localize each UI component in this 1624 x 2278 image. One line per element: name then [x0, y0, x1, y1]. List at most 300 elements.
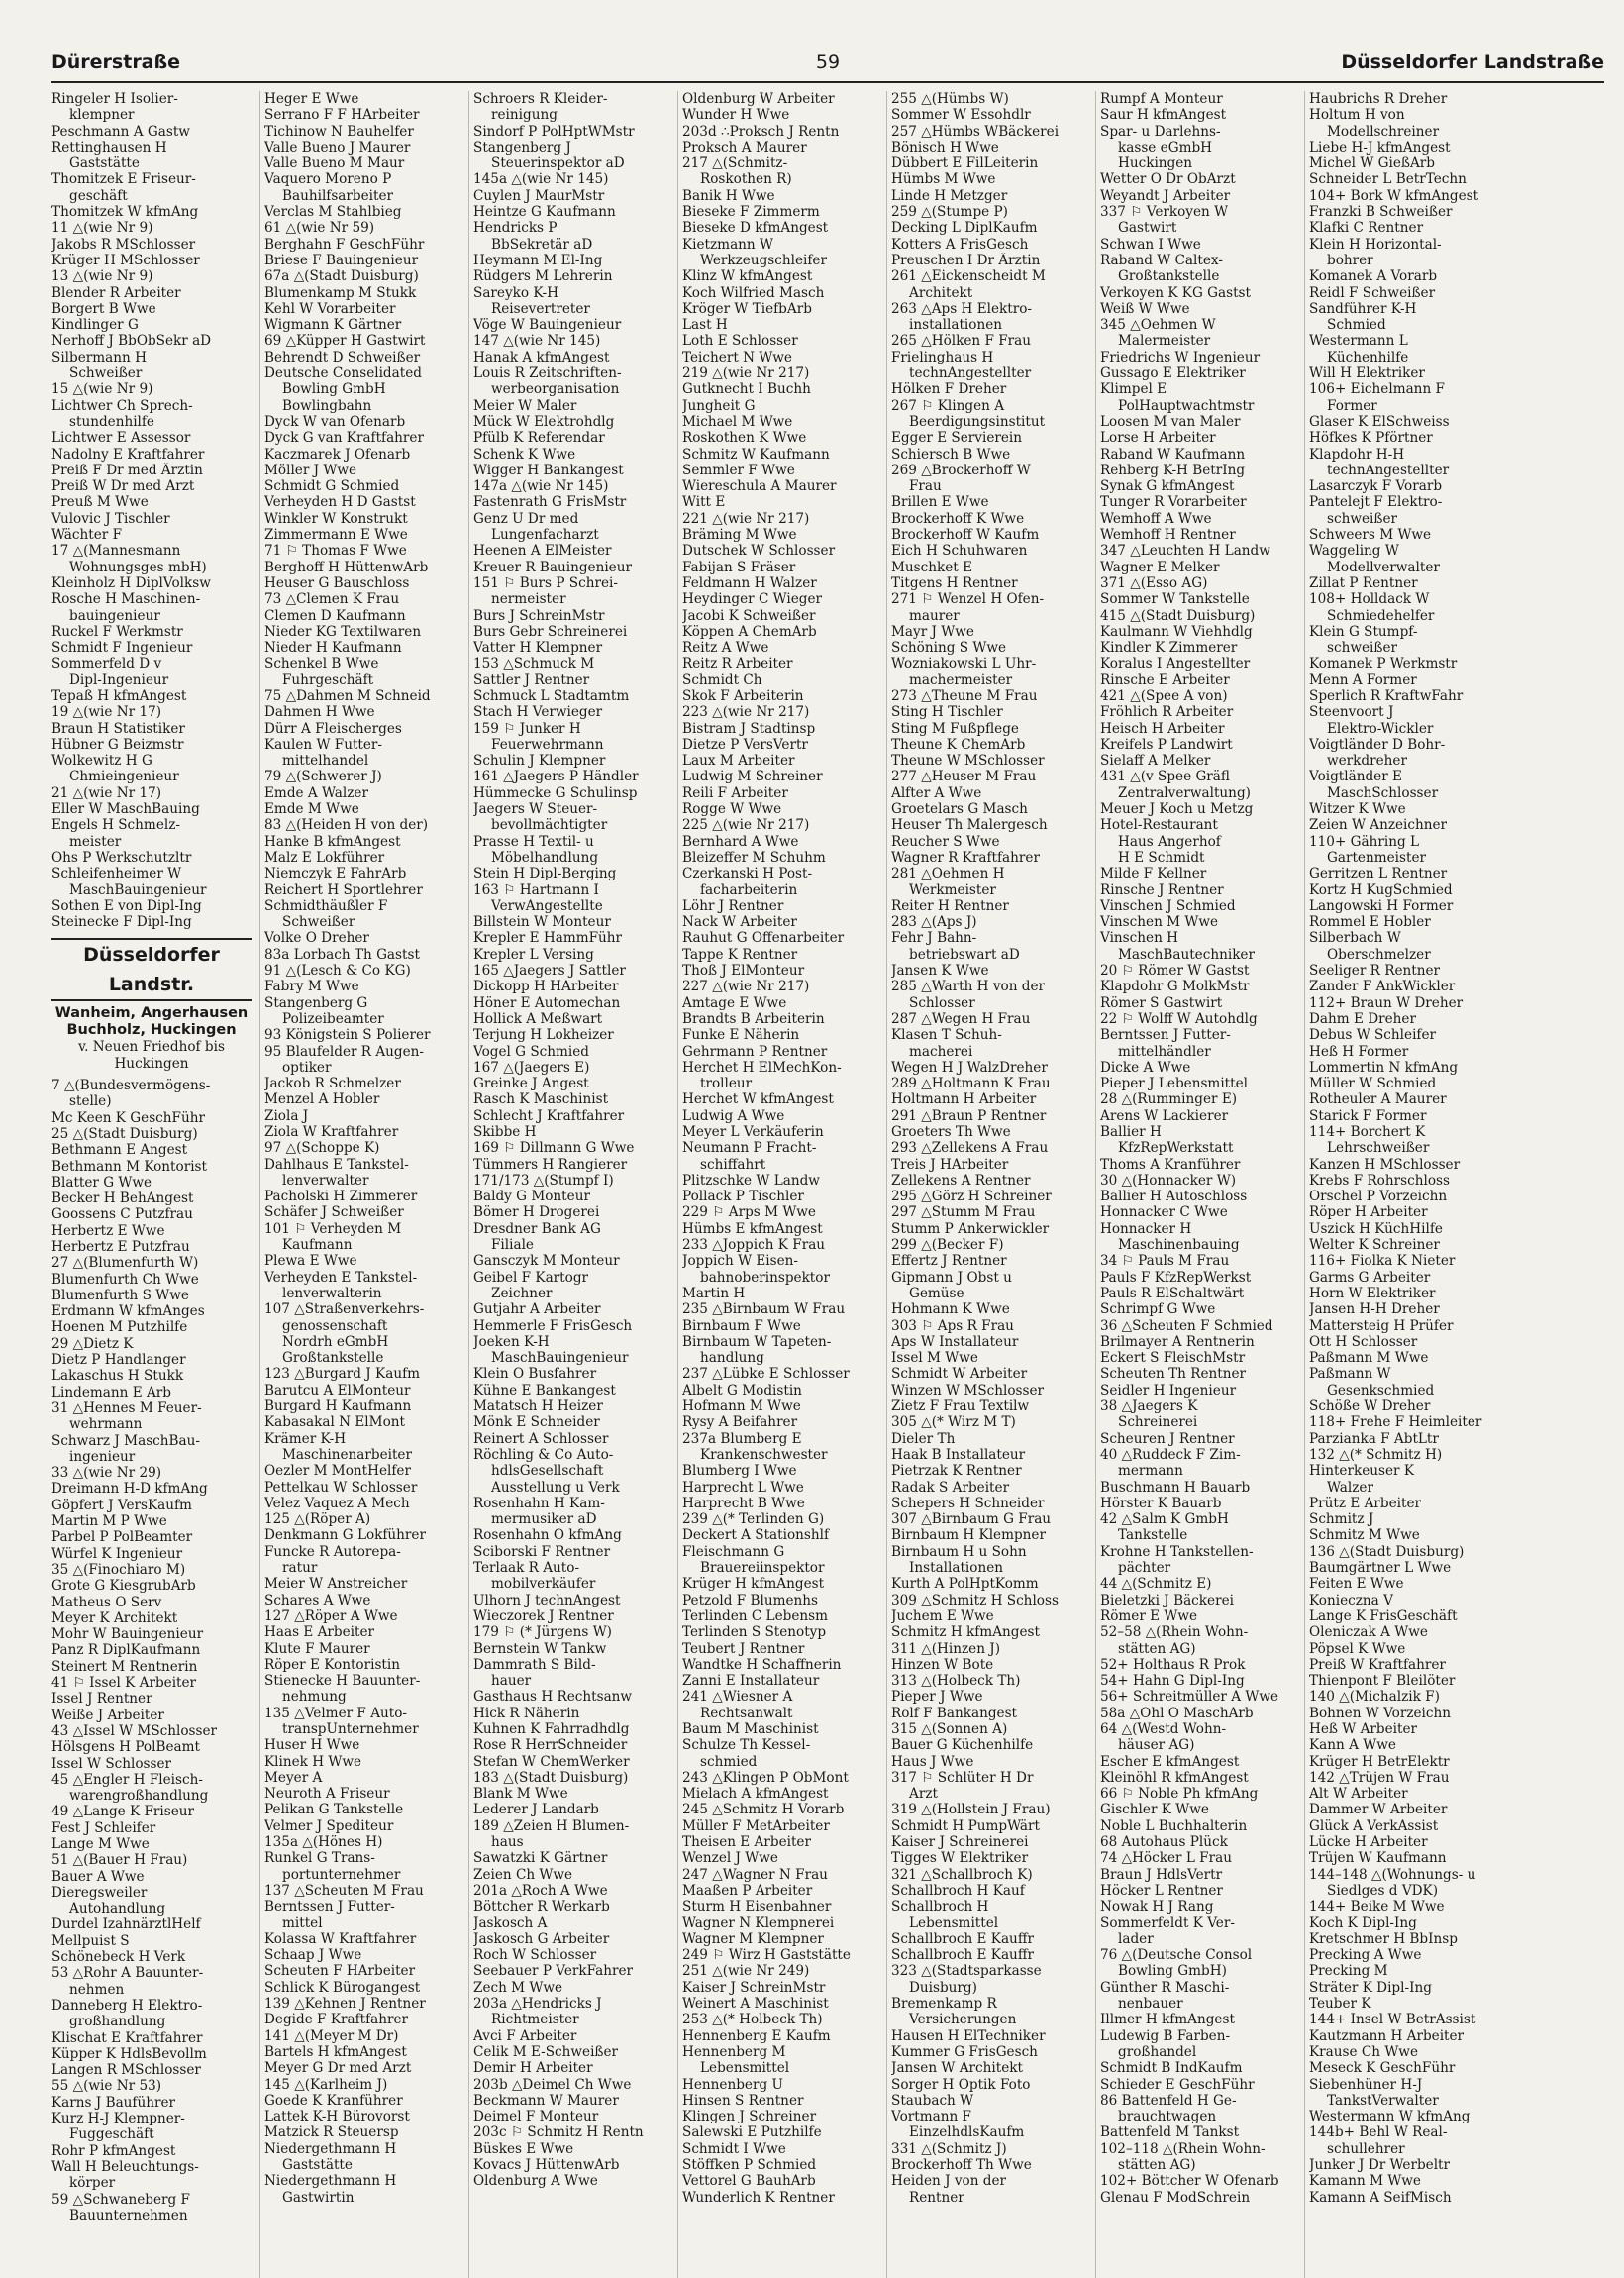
directory-entry: 74 △Höcker L Frau — [1100, 1850, 1232, 1867]
entry-continuation: kasse eGmbH — [1118, 139, 1213, 155]
directory-entry: Dahmen H Wwe — [264, 704, 375, 721]
directory-entry: Stein H Dipl-Berging — [473, 866, 617, 882]
directory-entry: 52+ Holthaus R Prok — [1100, 1656, 1246, 1673]
section-note: Huckingen — [114, 1055, 189, 1072]
directory-entry: 203c ⚐ Schmitz H Rentn — [473, 2124, 644, 2141]
entry-continuation: Zeichner — [491, 1285, 553, 1301]
entry-continuation: MaschBautechniker — [1118, 946, 1255, 963]
directory-entry: Schmitz M Wwe — [1309, 1527, 1420, 1544]
directory-entry: Stangenberg J — [473, 139, 571, 155]
directory-entry: Heuser G Bauschloss — [264, 574, 410, 591]
entry-continuation: schiffahrt — [700, 1156, 766, 1173]
entry-continuation: stelle) — [69, 1093, 112, 1110]
entry-continuation: werkdreher — [1327, 753, 1407, 770]
directory-entry: Haubrichs R Dreher — [1309, 91, 1448, 107]
directory-entry: 51 △(Bauer H Frau) — [51, 1852, 188, 1869]
directory-entry: Schönebeck H Verk — [51, 1949, 186, 1966]
directory-entry: Pfülb K Referendar — [473, 430, 605, 447]
directory-entry: Matheus O Serv — [51, 1594, 162, 1610]
directory-entry: Witt E — [682, 494, 726, 511]
directory-entry: Scheuten F HArbeiter — [264, 1963, 416, 1980]
directory-entry: Nowak H J Rang — [1100, 1899, 1214, 1916]
directory-entry: Hinzen W Bote — [891, 1656, 994, 1673]
directory-entry: Weiß W Wwe — [1100, 300, 1190, 317]
directory-entry: 267 ⚐ Klingen A — [891, 397, 1005, 414]
entry-continuation: Reisevertreter — [491, 300, 590, 317]
directory-entry: Dreimann H-D kfmAng — [51, 1481, 208, 1498]
directory-entry: Jakobs R MSchlosser — [51, 236, 196, 253]
directory-entry: Bernhard A Wwe — [682, 833, 799, 850]
directory-entry: Fehr J Bahn- — [891, 930, 977, 947]
entry-continuation: Gemüse — [909, 1285, 964, 1301]
directory-entry: Jaskosch A — [473, 1915, 548, 1931]
directory-entry: Sting H Tischler — [891, 704, 1003, 721]
entry-continuation: stätten AG) — [1118, 1640, 1196, 1657]
directory-entry: Winzen W MSchlosser — [891, 1382, 1045, 1398]
entry-continuation: pächter — [1118, 1560, 1171, 1577]
directory-entry: Wächter F — [51, 527, 123, 544]
directory-entry: Welter K Schreiner — [1309, 1237, 1440, 1254]
directory-entry: Erdmann W kfmAnges — [51, 1303, 205, 1320]
directory-entry: Terjung H Lokheizer — [473, 1027, 614, 1044]
directory-entry: 35 △(Finochiaro M) — [51, 1561, 186, 1578]
directory-entry: Birnbaum F Wwe — [682, 1317, 801, 1334]
directory-entry: Denkmann G Lokführer — [264, 1527, 426, 1544]
directory-entry: Heydinger C Wieger — [682, 591, 823, 608]
directory-entry: Teichert N Wwe — [682, 349, 792, 365]
directory-entry: Behrendt D Schweißer — [264, 349, 421, 365]
directory-entry: Parbel P PolBeamter — [51, 1529, 193, 1546]
directory-entry: Lakaschus H Stukk — [51, 1368, 184, 1385]
directory-entry: 233 △Joppich K Frau — [682, 1237, 826, 1254]
directory-entry: Brilmayer A Rentnerin — [1100, 1333, 1255, 1350]
directory-entry: Greinke J Angest — [473, 1076, 589, 1092]
entry-continuation: Brauereiinspektor — [700, 1560, 825, 1577]
directory-entry: Kaiser J SchreinMstr — [682, 1979, 826, 1996]
directory-entry: 43 △Issel W MSchlosser — [51, 1722, 218, 1739]
directory-entry: Schallbroch E Kauffr — [891, 1930, 1034, 1947]
directory-entry: 20 ⚐ Römer W Gastst — [1100, 963, 1250, 980]
directory-entry: Parzianka F AbtLtr — [1309, 1430, 1439, 1447]
directory-entry: Hausen H ElTechniker — [891, 2027, 1046, 2044]
directory-entry: Koralus I Angestellter — [1100, 656, 1251, 673]
directory-entry: Kautzmann H Arbeiter — [1309, 2027, 1465, 2044]
directory-entry: Hölsgens H PolBeamt — [51, 1739, 200, 1756]
section-district: Buchholz, Huckingen — [66, 1022, 237, 1039]
directory-entry: 323 △(Stadtsparkasse — [891, 1963, 1042, 1980]
directory-entry: Bauer G Küchenhilfe — [891, 1737, 1034, 1754]
directory-entry: Skok F Arbeiterin — [682, 687, 804, 704]
directory-entry: Burs J SchreinMstr — [473, 607, 605, 624]
directory-entry: Zeien W Anzeichner — [1309, 817, 1448, 834]
directory-entry: Lichtwer Ch Sprech- — [51, 397, 193, 414]
directory-entry: 107 △Straßenverkehrs- — [264, 1301, 425, 1318]
directory-entry: Dyck W van Ofenarb — [264, 413, 406, 430]
directory-entry: Bethmann M Kontorist — [51, 1158, 207, 1175]
directory-entry: Wagner E Melker — [1100, 559, 1220, 575]
entry-continuation: wehrmann — [69, 1416, 143, 1433]
directory-entry: Teuber K — [1309, 1996, 1371, 2013]
directory-entry: Eller W MaschBauing — [51, 801, 200, 818]
directory-entry: 237 △Lübke E Schlosser — [682, 1366, 850, 1383]
entry-continuation: Schmiedehelfer — [1327, 607, 1435, 624]
directory-entry: Feiten E Wwe — [1309, 1576, 1404, 1593]
directory-entry: 223 △(wie Nr 217) — [682, 704, 810, 721]
directory-entry: 59 △Schwaneberg F — [51, 2191, 190, 2208]
directory-entry: Albelt G Modistin — [682, 1382, 802, 1398]
directory-entry: Haak B Installateur — [891, 1446, 1026, 1463]
directory-entry: Langowski H Former — [1309, 897, 1454, 914]
directory-entry: Loosen M van Maler — [1100, 413, 1241, 430]
directory-entry: Preiß F Dr med Ärztin — [51, 462, 203, 478]
directory-entry: Ludewig B Farben- — [1100, 2027, 1231, 2044]
directory-entry: 289 △Holtmann K Frau — [891, 1076, 1051, 1092]
directory-entry: Schmidt H PumpWärt — [891, 1817, 1040, 1834]
directory-entry: Friedrichs W Ingenieur — [1100, 349, 1261, 365]
directory-entry: Zander F AnkWickler — [1309, 979, 1456, 995]
directory-entry: Wieczorek J Rentner — [473, 1607, 614, 1624]
directory-entry: 263 △Aps H Elektro- — [891, 300, 1033, 317]
directory-entry: Beckmann W Maurer — [473, 2092, 619, 2109]
directory-entry: Schweers M Wwe — [1309, 527, 1432, 544]
directory-entry: Kindler K Zimmerer — [1100, 640, 1238, 657]
directory-entry: 95 Blaufelder R Augen- — [264, 1043, 425, 1060]
directory-entry: 135a △(Hönes H) — [264, 1834, 383, 1851]
directory-entry: 167 △(Jaegers E) — [473, 1059, 590, 1076]
directory-entry: Wunderlich K Rentner — [682, 2189, 835, 2206]
directory-entry: Sothen E von Dipl-Ing — [51, 897, 202, 914]
directory-entry: Bistram J Stadtinsp — [682, 720, 816, 737]
directory-entry: Schenkel B Wwe — [264, 656, 379, 673]
directory-entry: Gutknecht I Buchh — [682, 381, 811, 398]
directory-entry: Danneberg H Elektro- — [51, 1997, 203, 2014]
directory-entry: Berghahn F GeschFühr — [264, 236, 425, 253]
directory-entry: Kurz H-J Klempner- — [51, 2111, 185, 2127]
directory-entry: Zimmermann E Wwe — [264, 527, 408, 544]
directory-entry: Silberbach W — [1309, 930, 1401, 947]
directory-entry: Theune W MSchlosser — [891, 753, 1045, 770]
directory-entry: Dietze P VersVertr — [682, 736, 808, 753]
entry-continuation: EinzelhdlsKaufm — [909, 2124, 1025, 2141]
directory-entry: 145a △(wie Nr 145) — [473, 171, 609, 188]
directory-entry: Brillen E Wwe — [891, 494, 989, 511]
directory-entry: Funke E Näherin — [682, 1027, 800, 1044]
entry-continuation: Bowlingbahn — [282, 397, 372, 414]
directory-entry: Dübbert E FilLeiterin — [891, 155, 1039, 172]
directory-entry: Kamann M Wwe — [1309, 2173, 1421, 2190]
entry-continuation: Schweißer — [282, 914, 355, 931]
directory-columns — [51, 91, 1608, 2278]
directory-entry: Issel M Wwe — [891, 1350, 978, 1367]
entry-continuation: bahnoberinspektor — [700, 1269, 830, 1286]
directory-entry: Winkler W Konstrukt — [264, 510, 408, 527]
directory-entry: Loth E Schlosser — [682, 333, 798, 350]
directory-entry: Konieczna V — [1309, 1592, 1393, 1608]
directory-entry: Rumpf A Monteur — [1100, 91, 1223, 107]
directory-entry: Ulhorn J technAngest — [473, 1592, 621, 1608]
directory-entry: Wetter O Dr ObArzt — [1100, 171, 1236, 188]
directory-entry: Kaulen W Futter- — [264, 736, 383, 753]
directory-entry: Pauls R ElSchaltwärt — [1100, 1285, 1245, 1301]
directory-entry: Fest J Schleifer — [51, 1819, 156, 1836]
directory-entry: Hemmerle F FrisGesch — [473, 1317, 633, 1334]
entry-continuation: Lebensmittel — [700, 2060, 790, 2077]
entry-continuation: meister — [69, 833, 122, 850]
entry-continuation: mittelhandel — [282, 753, 369, 770]
entry-continuation: brauchtwagen — [1118, 2109, 1217, 2125]
directory-entry: Pieper J Lebensmittel — [1100, 1076, 1248, 1092]
directory-entry: Klute F Maurer — [264, 1640, 370, 1657]
entry-continuation: Polizeibeamter — [282, 1010, 384, 1027]
directory-entry: Schmidt I Wwe — [682, 2140, 786, 2157]
directory-entry: Michael M Wwe — [682, 413, 793, 430]
directory-entry: 203b △Deimel Ch Wwe — [473, 2076, 632, 2093]
directory-entry: Gipmann J Obst u — [891, 1269, 1012, 1286]
entry-continuation: genossenschaft — [282, 1317, 388, 1334]
directory-entry: Thoß J ElMonteur — [682, 963, 805, 980]
entry-continuation: bohrer — [1327, 252, 1373, 268]
directory-entry: Sommerfeld D v — [51, 656, 162, 673]
directory-entry: Brandts B Arbeiterin — [682, 1010, 825, 1027]
directory-entry: Gehrmann P Rentner — [682, 1043, 828, 1060]
directory-entry: Jansen K Wwe — [891, 963, 989, 980]
directory-entry: Blumberg I Wwe — [682, 1463, 797, 1480]
directory-entry: Köppen A ChemArb — [682, 623, 817, 640]
directory-entry: Vatter H Klempner — [473, 640, 603, 657]
entry-continuation: großhandlung — [69, 2014, 166, 2030]
directory-entry: Seidler H Ingenieur — [1100, 1382, 1237, 1398]
directory-entry: Rosenhahn O kfmAng — [473, 1527, 622, 1544]
directory-entry: Brockerhoff W Kaufm — [891, 527, 1040, 544]
directory-entry: Schmuck L Stadtamtm — [473, 687, 630, 704]
directory-entry: Jaegers W Steuer- — [473, 801, 598, 818]
directory-entry: Mück W Elektrohdlg — [473, 413, 615, 430]
entry-continuation: bauingenieur — [69, 607, 160, 624]
directory-entry: 127 △Röper A Wwe — [264, 1607, 398, 1624]
directory-entry: Lichtwer E Assessor — [51, 430, 191, 447]
directory-entry: 217 △(Schmitz- — [682, 155, 788, 172]
directory-entry: 321 △Schallbroch K) — [891, 1866, 1033, 1883]
directory-entry: Schmidt Ch — [682, 672, 762, 688]
directory-entry: 112+ Braun W Dreher — [1309, 994, 1464, 1011]
directory-entry: Dickopp H HArbeiter — [473, 979, 619, 995]
directory-entry: Kummer G FrisGesch — [891, 2043, 1038, 2060]
directory-entry: 189 △Zeien H Blumen- — [473, 1817, 630, 1834]
directory-entry: 25 △(Stadt Duisburg) — [51, 1125, 198, 1142]
directory-entry: Lücke H Arbeiter — [1309, 1834, 1428, 1851]
directory-entry: Sperlich R KraftwFahr — [1309, 687, 1464, 704]
directory-entry: Gasthaus H Rechtsanw — [473, 1689, 633, 1706]
directory-entry: Reucher S Wwe — [891, 833, 1000, 850]
directory-entry: Kleinholz H DiplVolksw — [51, 574, 211, 591]
directory-entry: Schaap J Wwe — [264, 1947, 362, 1964]
directory-entry: Junker J Dr Werbeltr — [1309, 2157, 1451, 2173]
entry-continuation: nehmen — [69, 1981, 125, 1998]
directory-entry: Dahm E Dreher — [1309, 1010, 1416, 1027]
directory-entry: Matatsch H Heizer — [473, 1398, 603, 1415]
directory-entry: Jansen H-H Dreher — [1309, 1301, 1440, 1318]
entry-continuation: Lungenfacharzt — [491, 527, 599, 544]
directory-entry: Thomitzek E Friseur- — [51, 171, 196, 188]
directory-entry: Kretschmer H BbInsp — [1309, 1930, 1458, 1947]
directory-entry: Heisch H Arbeiter — [1100, 720, 1225, 737]
directory-entry: Wemhoff A Wwe — [1100, 510, 1212, 527]
directory-entry: 139 △Kehnen J Rentner — [264, 1996, 426, 2013]
directory-entry: Klasen T Schuh- — [891, 1027, 1002, 1044]
directory-entry: 40 △Ruddeck F Zim- — [1100, 1446, 1241, 1463]
entry-continuation: hauer — [491, 1673, 532, 1690]
directory-entry: Hanke B kfmAngest — [264, 833, 401, 850]
directory-entry: Lange K FrisGeschäft — [1309, 1607, 1458, 1624]
directory-entry: Niemczyk E FahrArb — [264, 866, 407, 882]
directory-entry: Amtage E Wwe — [682, 994, 787, 1011]
directory-entry: Starick F Former — [1309, 1107, 1427, 1124]
directory-entry: Tigges W Elektriker — [891, 1850, 1029, 1867]
directory-entry: 331 △(Schmitz J) — [891, 2140, 1007, 2157]
directory-entry: 295 △Görz H Schreiner — [891, 1189, 1052, 1205]
directory-entry: 183 △(Stadt Duisburg) — [473, 1769, 629, 1786]
directory-entry: Dutschek W Schlosser — [682, 543, 836, 560]
directory-entry: 91 △(Lesch & Co KG) — [264, 963, 411, 980]
directory-entry: 69 △Küpper H Gastwirt — [264, 333, 426, 350]
directory-entry: Jansen W Architekt — [891, 2060, 1023, 2077]
directory-entry: Emde M Wwe — [264, 801, 359, 818]
directory-entry: Schroers R Kleider- — [473, 91, 608, 107]
directory-entry: 83a Lorbach Th Gastst — [264, 946, 420, 963]
directory-entry: Menn A Former — [1309, 672, 1417, 688]
directory-entry: Tümmers H Rangierer — [473, 1156, 628, 1173]
directory-entry: Birnbaum W Tapeten- — [682, 1333, 832, 1350]
directory-entry: Vulovic J Tischler — [51, 510, 170, 527]
directory-entry: 144+ Insel W BetrAssist — [1309, 2012, 1476, 2028]
page-number: 59 — [815, 52, 841, 73]
directory-entry: Petzold F Blumenhs — [682, 1592, 819, 1608]
directory-entry: Zellekens A Rentner — [891, 1172, 1031, 1189]
directory-entry: Reichert H Sportlehrer — [264, 881, 423, 898]
directory-entry: Rehberg K-H BetrIng — [1100, 462, 1246, 478]
directory-entry: Schrimpf G Wwe — [1100, 1301, 1216, 1318]
directory-entry: Preuschen I Dr Ärztin — [891, 252, 1041, 268]
entry-continuation: handlung — [700, 1350, 764, 1367]
entry-continuation: Schlosser — [909, 994, 975, 1011]
directory-entry: Kortz H KugSchmied — [1309, 881, 1453, 898]
directory-entry: Brockerhoff K Wwe — [891, 510, 1025, 527]
entry-continuation: Gesenkschmied — [1327, 1382, 1435, 1398]
entry-continuation: maurer — [909, 607, 960, 624]
directory-entry: Verkoyen K KG Gastst — [1100, 284, 1251, 301]
directory-entry: Mattersteig H Prüfer — [1309, 1317, 1454, 1334]
directory-entry: Meyer K Architekt — [51, 1609, 178, 1626]
directory-entry: Neuroth A Friseur — [264, 1786, 390, 1803]
directory-entry: Wall H Beleuchtungs- — [51, 2158, 199, 2175]
entry-continuation: Krankenschwester — [700, 1446, 828, 1463]
directory-entry: 36 △Scheuten F Schmied — [1100, 1317, 1273, 1334]
directory-entry: 34 ⚐ Pauls M Frau — [1100, 1253, 1230, 1270]
directory-entry: Meyer G Dr med Arzt — [264, 2060, 412, 2077]
entry-continuation: klempner — [69, 107, 135, 124]
directory-entry: Stangenberg G — [264, 994, 368, 1011]
directory-column — [51, 91, 252, 2278]
directory-entry: 277 △Heuser M Frau — [891, 769, 1037, 785]
directory-entry: Weiße J Arbeiter — [51, 1707, 164, 1723]
directory-entry: 7 △(Bundesvermögens- — [51, 1078, 211, 1094]
entry-continuation: Gastwirt — [1118, 220, 1177, 237]
directory-entry: 431 △(v Spee Gräfl — [1100, 769, 1230, 785]
directory-entry: 253 △(* Holbeck Th) — [682, 2012, 823, 2028]
directory-entry: Uszick H KüchHilfe — [1309, 1220, 1443, 1237]
directory-entry: 169 ⚐ Dillmann G Wwe — [473, 1140, 635, 1157]
directory-entry: Schallbroch H Kauf — [891, 1882, 1025, 1899]
directory-entry: Hick R Näherin — [473, 1705, 580, 1721]
directory-entry: Stöffken P Schmied — [682, 2157, 817, 2173]
directory-entry: Paßmann M Wwe — [1309, 1350, 1429, 1367]
directory-entry: Sting M Fußpflege — [891, 720, 1019, 737]
directory-entry: 303 ⚐ Aps R Frau — [891, 1317, 1014, 1334]
directory-entry: Rosenhahn H Kam- — [473, 1495, 605, 1511]
directory-entry: Meseck K GeschFühr — [1309, 2060, 1456, 2077]
directory-entry: Franzki B Schweißer — [1309, 204, 1453, 221]
directory-entry: Frielinghaus H — [891, 349, 994, 365]
directory-entry: 371 △(Esso AG) — [1100, 574, 1208, 591]
entry-continuation: häuser AG) — [1118, 1737, 1195, 1754]
directory-entry: Menzel A Hobler — [264, 1091, 380, 1108]
directory-entry: Göpfert J VersKaufm — [51, 1497, 192, 1513]
directory-entry: Bönisch H Wwe — [891, 139, 999, 155]
directory-entry: Zanni E Installateur — [682, 1673, 820, 1690]
entry-continuation: Zentralverwaltung) — [1118, 784, 1251, 801]
entry-continuation: Former — [1327, 397, 1377, 414]
directory-entry: 136 △(Stadt Duisburg) — [1309, 1543, 1465, 1560]
directory-entry: 239 △(* Terlinden G) — [682, 1511, 825, 1528]
directory-entry: Rosche H Maschinen- — [51, 591, 201, 608]
directory-entry: 141 △(Meyer M Dr) — [264, 2027, 399, 2044]
directory-entry: 293 △Zellekens A Frau — [891, 1140, 1049, 1157]
directory-entry: Voigtländer D Bohr- — [1309, 736, 1446, 753]
directory-entry: Joppich W Eisen- — [682, 1253, 799, 1270]
directory-entry: Dammer W Arbeiter — [1309, 1802, 1448, 1818]
directory-entry: Velmer J Spediteur — [264, 1817, 394, 1834]
directory-entry: 30 △(Honnacker W) — [1100, 1172, 1237, 1189]
directory-entry: Braun H Statistiker — [51, 720, 185, 737]
directory-entry: Müller W Schmied — [1309, 1076, 1437, 1092]
directory-entry: Steenvoort J — [1309, 704, 1394, 721]
directory-entry: Geibel F Kartogr — [473, 1269, 589, 1286]
directory-entry: Krepler E HammFühr — [473, 930, 623, 947]
directory-entry: 311 △(Hinzen J) — [891, 1640, 1001, 1657]
directory-entry: Ballier H Autoschloss — [1100, 1189, 1248, 1205]
directory-entry: Deimel F Monteur — [473, 2109, 599, 2125]
directory-entry: Böttcher R Werkarb — [473, 1899, 610, 1916]
directory-entry: Schulze Th Kessel- — [682, 1737, 811, 1754]
directory-entry: Lommertin N kfmAng — [1309, 1059, 1459, 1076]
directory-entry: Bethmann E Angest — [51, 1142, 188, 1159]
entry-continuation: reinigung — [491, 107, 558, 124]
section-title: Düsseldorfer Landstr. — [51, 938, 252, 1001]
directory-entry: Heymann M El-Ing — [473, 252, 603, 268]
directory-entry: Berntssen J Futter- — [1100, 1027, 1231, 1044]
directory-entry: Jacobi K Schweißer — [682, 607, 816, 624]
directory-entry: Panz R DiplKaufmann — [51, 1642, 201, 1659]
directory-entry: Wagner M Klempner — [682, 1930, 824, 1947]
directory-entry: Teubert J Rentner — [682, 1640, 805, 1657]
directory-entry: Blatter G Wwe — [51, 1174, 152, 1191]
directory-entry: Huser H Wwe — [264, 1737, 360, 1754]
directory-entry: Heintze G Kaufmann — [473, 204, 616, 221]
entry-continuation: Modellverwalter — [1327, 559, 1440, 575]
entry-continuation: KfzRepWerkstatt — [1118, 1140, 1234, 1157]
directory-entry: 153 △Schmuck M — [473, 656, 595, 673]
directory-entry: Deutsche Conselidated — [264, 365, 422, 382]
